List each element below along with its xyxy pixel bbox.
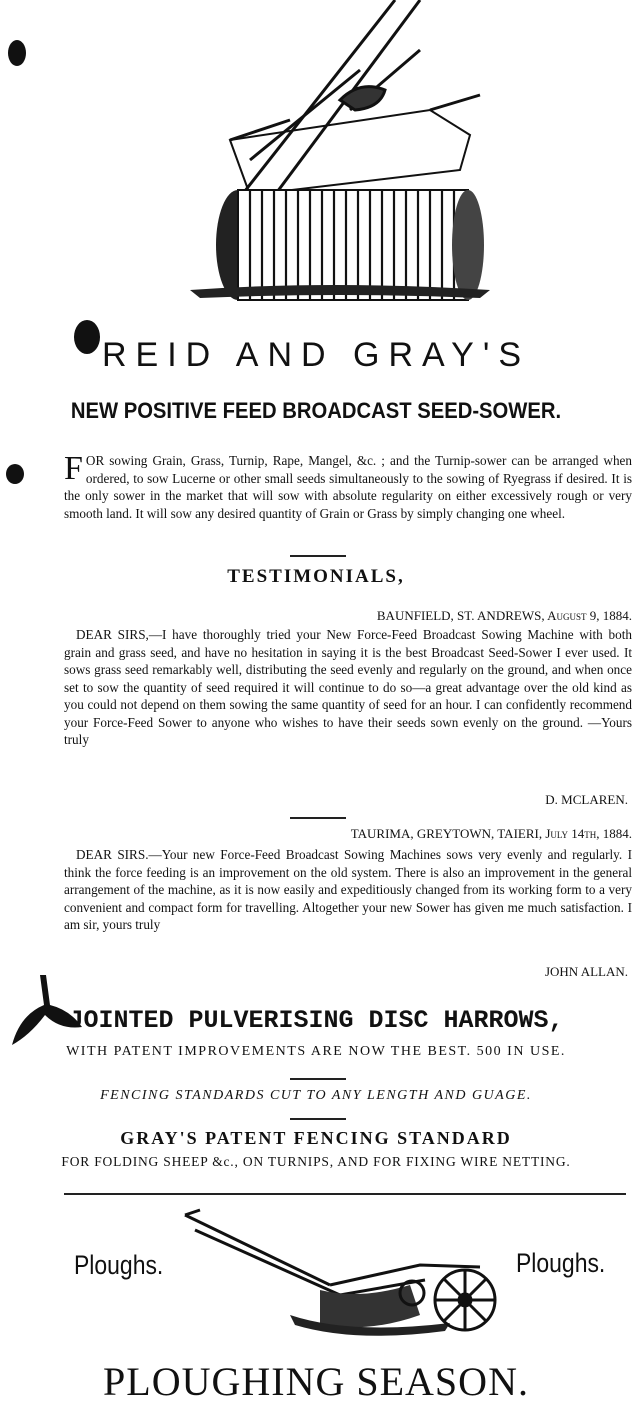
seed-sower-illustration [190, 0, 500, 320]
testimonial-dateline: TAURIMA, GREYTOWN, TAIERI, July 14th, 1884. [350, 826, 632, 841]
harrows-title: JOINTED PULVERISING DISC HARROWS, [68, 1006, 564, 1035]
divider-rule [290, 555, 346, 557]
ink-blot [8, 40, 26, 66]
ink-blot [6, 464, 24, 484]
plough-illustration [180, 1205, 510, 1340]
brand-title: REID AND GRAY'S [101, 336, 531, 374]
gray-patent-subtitle: FOR FOLDING SHEEP &c., ON TURNIPS, AND FOR FIXING WIRE NETTING. [61, 1154, 571, 1169]
ploughs-label-left: Ploughs. [74, 1250, 164, 1280]
fencing-standards-line: FENCING STANDARDS CUT TO ANY LENGTH AND GUAGE. [100, 1088, 532, 1103]
testimonial-signature: JOHN ALLAN. [544, 964, 628, 979]
divider-rule [290, 1078, 346, 1080]
gray-patent-title: GRAY'S PATENT FENCING STANDARD [120, 1128, 512, 1148]
testimonial-signature: D. MCLAREN. [545, 792, 628, 807]
intro-text: OR sowing Grain, Grass, Turnip, Rape, Mangel, &c. ; and the Turnip-sower can be arranged when ordered, to sow Lucerne or other small seeds simultaneously to the sowing of Ryegrass if desired. It is the only sower in the market that will sow with absolute regularity on either excessively rough or very smooth land. It will sow any desired quantity of Grain or Grass by simply changing one wheel. [64, 453, 632, 521]
divider-rule [290, 1118, 346, 1120]
testimonial-salutation: DEAR SIRS, [76, 627, 149, 642]
harrows-subtitle: WITH PATENT IMPROVEMENTS ARE NOW THE BEST. 500 IN USE. [66, 1044, 566, 1059]
testimonial-salutation: DEAR SIRS. [76, 847, 149, 862]
testimonial-body: —I have thoroughly tried your New Force-Feed Broadcast Sowing Machine with both grain and grass seed, and have no hesitation in saying it is the best Broadcast Seed-Sower I ever used. It sows grass seed remarkably well, distributing the seed evenly and regularly on the ground, and when once set to sow the quantity of seed required it will continue to do so—a great advantage over the old kind as you could not depend on them sowing the same quantity of seed for an hour. I can confidently recommend your Force-Feed Sower to anyone who wishes to have their seeds sown evenly on the ground. —Yours truly [64, 627, 632, 747]
drop-cap: F [64, 450, 83, 487]
testimonial-dateline: BAUNFIELD, ST. ANDREWS, August 9, 1884. [376, 608, 632, 623]
ploughs-label-right: Ploughs. [516, 1248, 606, 1278]
testimonial-letter [64, 626, 632, 749]
product-headline: NEW POSITIVE FEED BROADCAST SEED-SOWER. [70, 398, 562, 423]
section-rule [64, 1193, 626, 1195]
divider-rule [290, 817, 346, 819]
intro-paragraph [64, 452, 632, 522]
testimonials-heading: TESTIMONIALS, [227, 566, 405, 587]
ploughing-season-title: PLOUGHING SEASON. [103, 1359, 529, 1404]
testimonial-letter [64, 846, 632, 934]
testimonial-body: —Your new Force-Feed Broadcast Sowing Machines sows very evenly and regularly. I think the force feeding is an improvement on the old system. There is also an improvement in the general arrangement of the machine, as it is now easily and expeditiously changed from its working form to a very convenient and compact form for travelling. Altogether your new Sower has given me much satisfaction. I am sir, yours truly [64, 847, 632, 932]
